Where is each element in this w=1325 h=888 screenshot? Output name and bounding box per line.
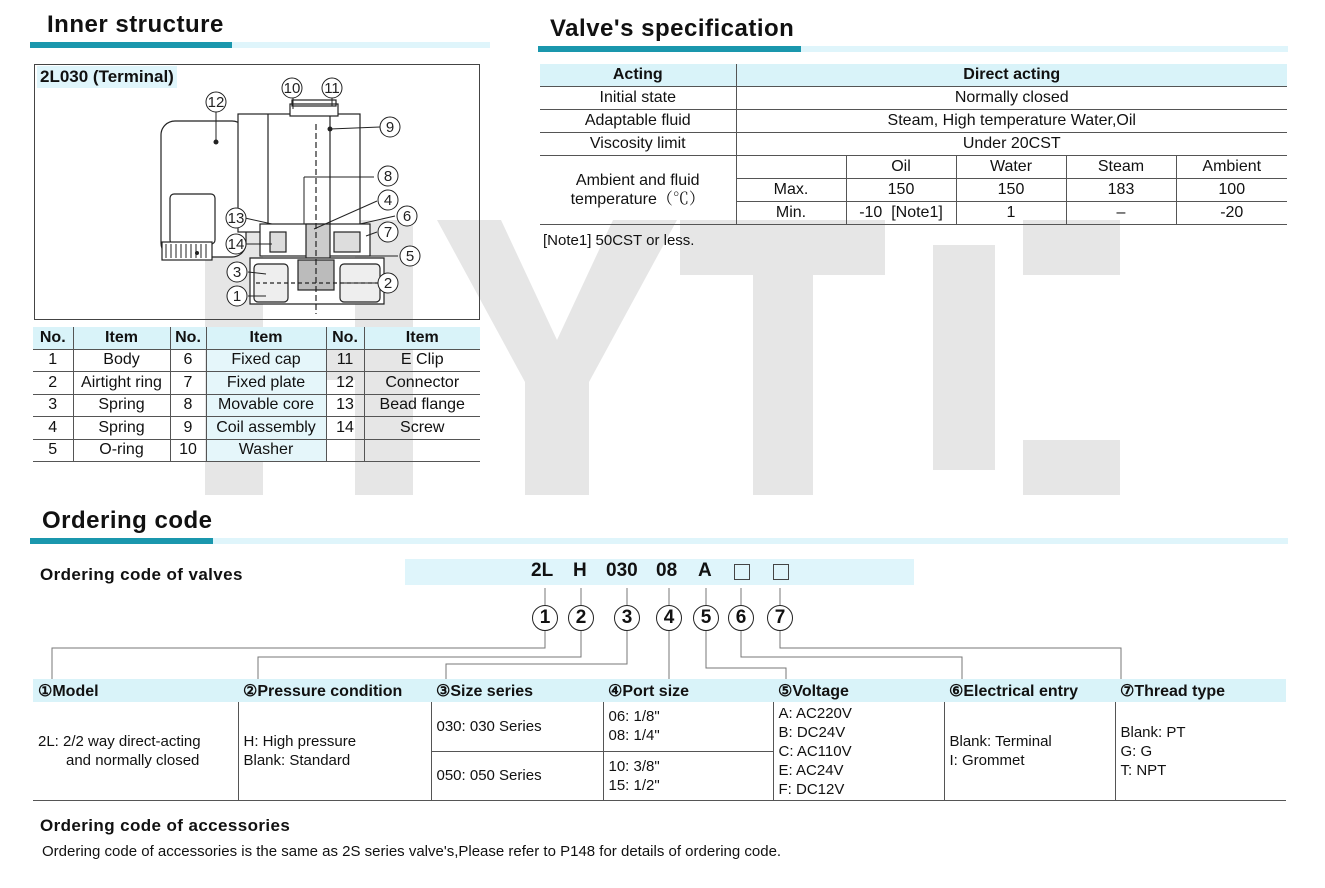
max-label: Max.	[736, 179, 846, 202]
max-oil: 150	[846, 179, 956, 202]
code-part-model: 2L	[531, 560, 554, 581]
cell: 7	[170, 372, 206, 395]
cell: 5	[33, 439, 73, 462]
code-circle-7: 7	[767, 605, 793, 631]
thread-pt: Blank: PT	[1120, 723, 1186, 741]
thread-cell	[1115, 702, 1286, 801]
voltage-b: B: DC24V	[778, 723, 846, 741]
code-circle-5: 5	[693, 605, 719, 631]
col-header-item: Item	[364, 327, 480, 349]
code-part-size: 030	[606, 560, 638, 581]
callout-12: 12	[207, 94, 225, 111]
model-line1: 2L: 2/2 way direct-acting	[38, 733, 201, 750]
code-circle-3: 3	[614, 605, 640, 631]
callout-13: 13	[227, 210, 245, 227]
electrical-grommet: I: Grommet	[949, 752, 1025, 769]
valves-subtitle: Ordering code of valves	[40, 565, 243, 584]
callout-4: 4	[383, 192, 393, 209]
header-voltage: ⑤Voltage	[773, 679, 944, 702]
cell: E Clip	[364, 349, 480, 372]
col-header-item: Item	[206, 327, 326, 349]
header-thread: ⑦Thread type	[1115, 679, 1286, 702]
cell: Body	[73, 349, 170, 372]
port-cell-2	[603, 751, 773, 800]
header-pressure: ②Pressure condition	[238, 679, 431, 702]
pressure-line1: H: High pressure	[243, 733, 357, 750]
cell: 12	[326, 372, 364, 395]
cell: 1	[33, 349, 73, 372]
port-10: 10: 3/8"	[608, 757, 660, 775]
code-circle-2: 2	[568, 605, 594, 631]
viscosity-label: Viscosity limit	[540, 133, 736, 156]
code-circle-1: 1	[532, 605, 558, 631]
cell: 11	[326, 349, 364, 372]
code-part-pressure: H	[573, 560, 587, 581]
initial-label: Initial state	[540, 87, 736, 110]
header-model: ①Model	[33, 679, 238, 702]
fluid-value: Steam, High temperature Water,Oil	[736, 110, 1287, 133]
cell: O-ring	[73, 439, 170, 462]
header-port: ④Port size	[603, 679, 773, 702]
header-electrical: ⑥Electrical entry	[944, 679, 1115, 702]
cell: 14	[326, 417, 364, 440]
size-cell-050: 050: 050 Series	[431, 751, 603, 800]
inner-structure-title: Inner structure	[47, 11, 224, 38]
callout-9: 9	[385, 119, 395, 136]
code-part-port: 08	[656, 560, 678, 581]
cell: Spring	[73, 394, 170, 417]
voltage-cell	[773, 702, 944, 801]
col-header-no: No.	[326, 327, 364, 349]
cell: 3	[33, 394, 73, 417]
port-08: 08: 1/4"	[608, 727, 660, 745]
initial-value: Normally closed	[736, 87, 1287, 110]
cell: Connector	[364, 372, 480, 395]
max-steam: 183	[1066, 179, 1176, 202]
port-06: 06: 1/8"	[608, 708, 660, 726]
temp-col-oil: Oil	[846, 156, 956, 179]
valve-spec-title: Valve's specification	[550, 15, 795, 42]
cell: 9	[170, 417, 206, 440]
diagram-label: 2L030 (Terminal)	[37, 66, 177, 88]
max-ambient: 100	[1176, 179, 1287, 202]
voltage-a: A: AC220V	[778, 704, 852, 722]
callout-5: 5	[405, 248, 415, 265]
temp-col-water: Water	[956, 156, 1066, 179]
voltage-f: F: DC12V	[778, 780, 845, 798]
port-cell-1	[603, 702, 773, 751]
min-label: Min.	[736, 202, 846, 225]
cell: Washer	[206, 439, 326, 462]
col-header-item: Item	[73, 327, 170, 349]
voltage-e: E: AC24V	[778, 761, 844, 779]
model-line2: and normally closed	[66, 752, 200, 769]
acting-label: Acting	[540, 64, 736, 87]
acting-value: Direct acting	[736, 64, 1287, 87]
cell: Screw	[364, 417, 480, 440]
table-row	[33, 702, 1286, 751]
accessories-text: Ordering code of accessories is the same as 2S series valve's,Please refer to P148 for details of ordering code.	[42, 843, 782, 860]
callout-7: 7	[383, 224, 393, 241]
cell: 13	[326, 394, 364, 417]
size-cell-030: 030: 030 Series	[431, 702, 603, 751]
cell: Coil assembly	[206, 417, 326, 440]
cell: 2	[33, 372, 73, 395]
viscosity-value: Under 20CST	[736, 133, 1287, 156]
fluid-label: Adaptable fluid	[540, 110, 736, 133]
thread-npt: T: NPT	[1120, 761, 1167, 779]
thread-g: G: G	[1120, 742, 1153, 760]
accessories-subtitle: Ordering code of accessories	[40, 816, 291, 835]
col-header-no: No.	[33, 327, 73, 349]
electrical-terminal: Blank: Terminal	[949, 733, 1052, 750]
header-size: ③Size series	[431, 679, 603, 702]
port-15: 15: 1/2"	[608, 776, 660, 794]
pressure-line2: Blank: Standard	[243, 752, 351, 769]
min-ambient: -20	[1176, 202, 1287, 225]
voltage-c: C: AC110V	[778, 742, 852, 760]
min-steam: –	[1066, 202, 1176, 225]
code-circle-4: 4	[656, 605, 682, 631]
ordering-code-title: Ordering code	[42, 507, 213, 534]
cell: 10	[170, 439, 206, 462]
pressure-cell	[238, 702, 431, 801]
cell: Bead flange	[364, 394, 480, 417]
min-oil: -10 [Note1]	[846, 202, 956, 225]
ordering-header-row	[33, 679, 1286, 702]
cell: 8	[170, 394, 206, 417]
code-circle-6: 6	[728, 605, 754, 631]
cell: Spring	[73, 417, 170, 440]
max-water: 150	[956, 179, 1066, 202]
cell: 6	[170, 349, 206, 372]
cell: Fixed cap	[206, 349, 326, 372]
callout-10: 10	[283, 80, 301, 97]
spec-note: [Note1] 50CST or less.	[543, 232, 695, 249]
temp-label-line2: temperature（℃）	[570, 191, 705, 208]
temp-col-ambient: Ambient	[1176, 156, 1287, 179]
code-part-voltage: A	[698, 560, 712, 581]
temp-label-line1: Ambient and fluid	[575, 172, 700, 189]
callout-11: 11	[324, 80, 340, 97]
model-cell	[33, 702, 238, 801]
col-header-no: No.	[170, 327, 206, 349]
electrical-cell	[944, 702, 1115, 801]
callout-6: 6	[402, 208, 412, 225]
ordering-code-table	[33, 679, 1286, 801]
callout-2: 2	[383, 275, 393, 292]
callout-3: 3	[232, 264, 242, 281]
callout-8: 8	[383, 168, 393, 185]
callout-1: 1	[232, 288, 242, 305]
callout-14: 14	[227, 236, 245, 253]
cell: Fixed plate	[206, 372, 326, 395]
cell: Movable core	[206, 394, 326, 417]
temp-col-steam: Steam	[1066, 156, 1176, 179]
cell: Airtight ring	[73, 372, 170, 395]
cell: 4	[33, 417, 73, 440]
min-water: 1	[956, 202, 1066, 225]
